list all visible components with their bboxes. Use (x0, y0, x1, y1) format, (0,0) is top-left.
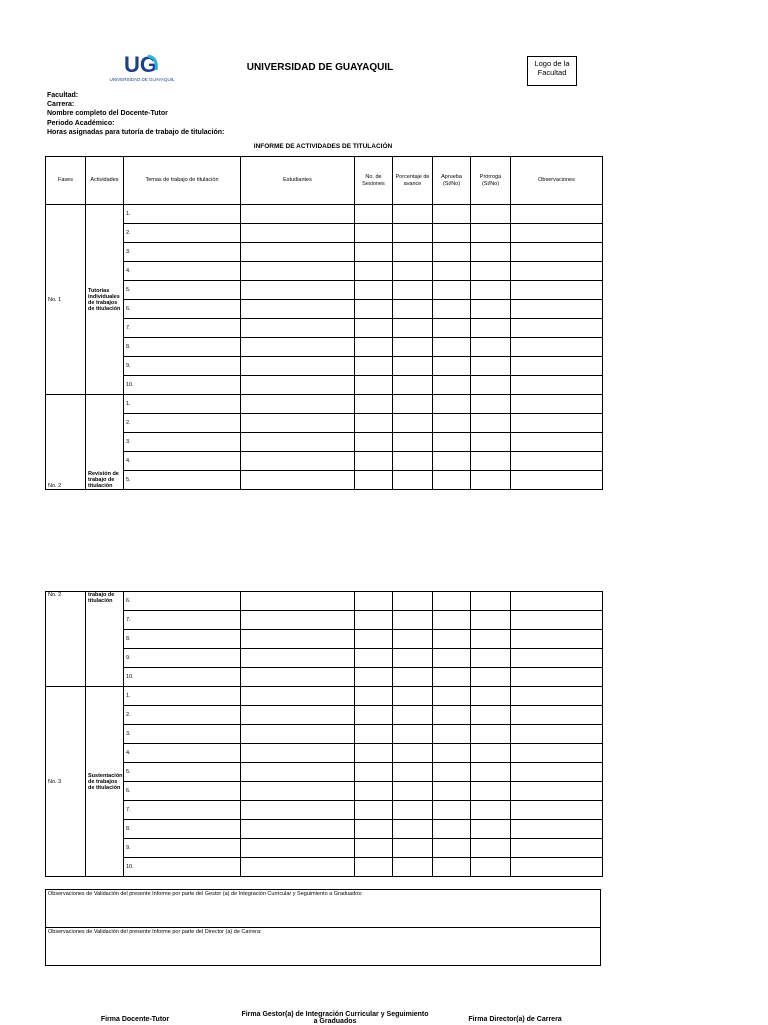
col-header-sesiones: No. de Sesiones (355, 157, 393, 205)
topic-cell[interactable]: 9. (124, 839, 241, 858)
students-cell[interactable] (241, 744, 355, 763)
gestor-validation-box[interactable]: Observaciones de Validación del presente Informe por parte del Gestor (a) de Integración Curricular y Seguimiento a Graduados: (45, 889, 601, 928)
sessions-cell[interactable] (355, 725, 393, 744)
progress-cell[interactable] (393, 687, 433, 706)
extension-cell[interactable] (471, 611, 511, 630)
observations-cell[interactable] (511, 668, 603, 687)
observations-cell[interactable] (511, 471, 603, 490)
approve-cell[interactable] (433, 782, 471, 801)
students-cell[interactable] (241, 471, 355, 490)
table-row (46, 338, 603, 357)
col-header-aprueba: Aprueba (Si/No) (433, 157, 471, 205)
observations-cell[interactable] (511, 376, 603, 395)
observations-cell[interactable] (511, 706, 603, 725)
students-cell[interactable] (241, 820, 355, 839)
students-cell[interactable] (241, 357, 355, 376)
observations-cell[interactable] (511, 414, 603, 433)
topic-cell[interactable]: 9. (124, 357, 241, 376)
topic-cell[interactable]: 2. (124, 414, 241, 433)
observations-cell[interactable] (511, 611, 603, 630)
observations-cell[interactable] (511, 300, 603, 319)
table-row (46, 649, 603, 668)
students-cell[interactable] (241, 630, 355, 649)
extension-cell[interactable] (471, 649, 511, 668)
table-row (46, 357, 603, 376)
col-header-estudiantes: Estudiantes (241, 157, 355, 205)
sessions-cell[interactable] (355, 243, 393, 262)
topic-cell[interactable]: 10. (124, 376, 241, 395)
logo-text: UNIVERSIDAD DE GUAYAQUIL (109, 77, 175, 82)
progress-cell[interactable] (393, 858, 433, 877)
topic-cell[interactable]: 3. (124, 433, 241, 452)
sessions-cell[interactable] (355, 433, 393, 452)
approve-cell[interactable] (433, 668, 471, 687)
observations-cell[interactable] (511, 433, 603, 452)
topic-cell[interactable]: 10. (124, 858, 241, 877)
observations-cell[interactable] (511, 687, 603, 706)
topic-cell[interactable]: 6. (124, 782, 241, 801)
info-hours: Horas asignadas para tutoría de trabajo de titulación: (47, 128, 225, 136)
topic-cell[interactable]: 3. (124, 725, 241, 744)
progress-cell[interactable] (393, 706, 433, 725)
extension-cell[interactable] (471, 782, 511, 801)
sessions-cell[interactable] (355, 319, 393, 338)
extension-cell[interactable] (471, 338, 511, 357)
info-fields (47, 91, 224, 137)
observations-cell[interactable] (511, 452, 603, 471)
progress-cell[interactable] (393, 592, 433, 611)
extension-cell[interactable] (471, 319, 511, 338)
extension-cell[interactable] (471, 801, 511, 820)
topic-cell[interactable]: 3. (124, 243, 241, 262)
students-cell[interactable] (241, 668, 355, 687)
approve-cell[interactable] (433, 205, 471, 224)
progress-cell[interactable] (393, 205, 433, 224)
extension-cell[interactable] (471, 668, 511, 687)
table-row (46, 763, 603, 782)
sessions-cell[interactable] (355, 224, 393, 243)
activity-label: Sustentación de trabajos de titulación (86, 687, 124, 877)
students-cell[interactable] (241, 706, 355, 725)
sessions-cell[interactable] (355, 281, 393, 300)
approve-cell[interactable] (433, 281, 471, 300)
observations-cell[interactable] (511, 592, 603, 611)
students-cell[interactable] (241, 300, 355, 319)
table-row (46, 414, 603, 433)
table-row (46, 744, 603, 763)
director-validation-box[interactable]: Observaciones de Validación del presente Informe por parte del Director (a) de Carrera: (45, 928, 601, 966)
approve-cell[interactable] (433, 395, 471, 414)
extension-cell[interactable] (471, 687, 511, 706)
observations-cell[interactable] (511, 262, 603, 281)
students-cell[interactable] (241, 281, 355, 300)
approve-cell[interactable] (433, 649, 471, 668)
observations-cell[interactable] (511, 839, 603, 858)
students-cell[interactable] (241, 414, 355, 433)
extension-cell[interactable] (471, 858, 511, 877)
activity-label-continued: trabajo de titulación (86, 592, 124, 687)
sessions-cell[interactable] (355, 471, 393, 490)
observations-cell[interactable] (511, 630, 603, 649)
topic-cell[interactable]: 5. (124, 471, 241, 490)
approve-cell[interactable] (433, 262, 471, 281)
students-cell[interactable] (241, 319, 355, 338)
students-cell[interactable] (241, 262, 355, 281)
progress-cell[interactable] (393, 376, 433, 395)
col-header-porcentaje: Porcentaje de avance (393, 157, 433, 205)
sessions-cell[interactable] (355, 338, 393, 357)
sessions-cell[interactable] (355, 357, 393, 376)
extension-cell[interactable] (471, 281, 511, 300)
table-row (46, 592, 603, 611)
observations-cell[interactable] (511, 281, 603, 300)
approve-cell[interactable] (433, 706, 471, 725)
extension-cell[interactable] (471, 763, 511, 782)
sessions-cell[interactable] (355, 649, 393, 668)
table-row (46, 376, 603, 395)
progress-cell[interactable] (393, 243, 433, 262)
col-header-fases: Fases (46, 157, 86, 205)
observations-cell[interactable] (511, 801, 603, 820)
sessions-cell[interactable] (355, 858, 393, 877)
students-cell[interactable] (241, 782, 355, 801)
col-header-actividades: Actividades (86, 157, 124, 205)
topic-cell[interactable]: 4. (124, 744, 241, 763)
activity-label: Tutorías individuales de trabajos de titulación (86, 205, 124, 395)
approve-cell[interactable] (433, 839, 471, 858)
table-row (46, 668, 603, 687)
students-cell[interactable] (241, 452, 355, 471)
observations-cell[interactable] (511, 744, 603, 763)
progress-cell[interactable] (393, 725, 433, 744)
observations-cell[interactable] (511, 763, 603, 782)
page-break (0, 492, 768, 591)
table-row (46, 782, 603, 801)
approve-cell[interactable] (433, 820, 471, 839)
topic-cell[interactable]: 8. (124, 630, 241, 649)
extension-cell[interactable] (471, 205, 511, 224)
students-cell[interactable] (241, 205, 355, 224)
topic-cell[interactable]: 7. (124, 319, 241, 338)
extension-cell[interactable] (471, 839, 511, 858)
info-tutor-name: Nombre completo del Docente-Tutor (47, 110, 168, 118)
topic-cell[interactable]: 7. (124, 611, 241, 630)
topic-cell[interactable]: 10. (124, 668, 241, 687)
sessions-cell[interactable] (355, 782, 393, 801)
table-row (46, 224, 603, 243)
sessions-cell[interactable] (355, 744, 393, 763)
logo-lettering: UG (124, 52, 157, 77)
progress-cell[interactable] (393, 281, 433, 300)
sessions-cell[interactable] (355, 801, 393, 820)
students-cell[interactable] (241, 839, 355, 858)
approve-cell[interactable] (433, 801, 471, 820)
topic-cell[interactable]: 7. (124, 801, 241, 820)
topic-cell[interactable]: 9. (124, 649, 241, 668)
approve-cell[interactable] (433, 630, 471, 649)
table-row (46, 611, 603, 630)
activities-table-page1 (45, 156, 603, 490)
progress-cell[interactable] (393, 820, 433, 839)
extension-cell[interactable] (471, 262, 511, 281)
students-cell[interactable] (241, 224, 355, 243)
page-title: UNIVERSIDAD DE GUAYAQUIL (246, 62, 394, 73)
progress-cell[interactable] (393, 668, 433, 687)
progress-cell[interactable] (393, 414, 433, 433)
progress-cell[interactable] (393, 611, 433, 630)
students-cell[interactable] (241, 611, 355, 630)
phase-label: No. 2 (46, 395, 86, 490)
progress-cell[interactable] (393, 630, 433, 649)
extension-cell[interactable] (471, 630, 511, 649)
approve-cell[interactable] (433, 452, 471, 471)
progress-cell[interactable] (393, 471, 433, 490)
topic-cell[interactable]: 5. (124, 281, 241, 300)
col-header-temas: Temas de trabajo de titulación (124, 157, 241, 205)
faculty-logo-box: Logo de la Facultad (527, 56, 577, 86)
extension-cell[interactable] (471, 300, 511, 319)
approve-cell[interactable] (433, 687, 471, 706)
sessions-cell[interactable] (355, 839, 393, 858)
approve-cell[interactable] (433, 357, 471, 376)
extension-cell[interactable] (471, 592, 511, 611)
students-cell[interactable] (241, 687, 355, 706)
students-cell[interactable] (241, 858, 355, 877)
students-cell[interactable] (241, 725, 355, 744)
sessions-cell[interactable] (355, 376, 393, 395)
observations-cell[interactable] (511, 319, 603, 338)
progress-cell[interactable] (393, 782, 433, 801)
activity-label: Revisión de trabajo de titulación (86, 395, 124, 490)
phase-label-continued: No. 2 (46, 592, 86, 687)
signature-docente: Firma Docente-Tutor (100, 1016, 170, 1023)
observations-cell[interactable] (511, 858, 603, 877)
progress-cell[interactable] (393, 801, 433, 820)
sessions-cell[interactable] (355, 820, 393, 839)
activities-table-page2 (45, 591, 603, 877)
approve-cell[interactable] (433, 376, 471, 395)
topic-cell[interactable]: 1. (124, 205, 241, 224)
extension-cell[interactable] (471, 725, 511, 744)
topic-cell[interactable]: 4. (124, 262, 241, 281)
students-cell[interactable] (241, 395, 355, 414)
extension-cell[interactable] (471, 471, 511, 490)
approve-cell[interactable] (433, 725, 471, 744)
observations-cell[interactable] (511, 820, 603, 839)
topic-cell[interactable]: 5. (124, 763, 241, 782)
table-row (46, 281, 603, 300)
topic-cell[interactable]: 2. (124, 706, 241, 725)
observations-cell[interactable] (511, 649, 603, 668)
approve-cell[interactable] (433, 744, 471, 763)
info-period: Periodo Académico: (47, 119, 115, 127)
observations-cell[interactable] (511, 243, 603, 262)
sessions-cell[interactable] (355, 687, 393, 706)
topic-cell[interactable]: 6. (124, 592, 241, 611)
table-row (46, 262, 603, 281)
approve-cell[interactable] (433, 243, 471, 262)
progress-cell[interactable] (393, 839, 433, 858)
extension-cell[interactable] (471, 357, 511, 376)
approve-cell[interactable] (433, 611, 471, 630)
sessions-cell[interactable] (355, 630, 393, 649)
observations-cell[interactable] (511, 782, 603, 801)
progress-cell[interactable] (393, 224, 433, 243)
students-cell[interactable] (241, 338, 355, 357)
extension-cell[interactable] (471, 243, 511, 262)
extension-cell[interactable] (471, 376, 511, 395)
progress-cell[interactable] (393, 395, 433, 414)
progress-cell[interactable] (393, 433, 433, 452)
topic-cell[interactable]: 1. (124, 687, 241, 706)
table-row (46, 839, 603, 858)
col-header-observaciones: Observaciones (511, 157, 603, 205)
sessions-cell[interactable] (355, 205, 393, 224)
signature-gestor: Firma Gestor(a) de Integración Curricular y Seguimiento a Graduados (241, 1011, 429, 1025)
extension-cell[interactable] (471, 414, 511, 433)
observations-cell[interactable] (511, 224, 603, 243)
phase-label: No. 3 (46, 687, 86, 877)
approve-cell[interactable] (433, 433, 471, 452)
extension-cell[interactable] (471, 433, 511, 452)
progress-cell[interactable] (393, 452, 433, 471)
approve-cell[interactable] (433, 763, 471, 782)
table-row (46, 243, 603, 262)
topic-cell[interactable]: 6. (124, 300, 241, 319)
observations-cell[interactable] (511, 725, 603, 744)
table-row (46, 471, 603, 490)
approve-cell[interactable] (433, 338, 471, 357)
topic-cell[interactable]: 8. (124, 338, 241, 357)
sessions-cell[interactable] (355, 300, 393, 319)
col-header-prorroga: Prórroga (Si/No) (471, 157, 511, 205)
topic-cell[interactable]: 1. (124, 395, 241, 414)
progress-cell[interactable] (393, 649, 433, 668)
progress-cell[interactable] (393, 357, 433, 376)
approve-cell[interactable] (433, 592, 471, 611)
signature-director: Firma Director(a) de Carrera (468, 1016, 562, 1023)
info-career: Carrera: (47, 101, 75, 109)
extension-cell[interactable] (471, 452, 511, 471)
topic-cell[interactable]: 2. (124, 224, 241, 243)
table-row (46, 452, 603, 471)
approve-cell[interactable] (433, 414, 471, 433)
phase-label: No. 1 (46, 205, 86, 395)
topic-cell[interactable]: 4. (124, 452, 241, 471)
progress-cell[interactable] (393, 763, 433, 782)
observations-cell[interactable] (511, 395, 603, 414)
sessions-cell[interactable] (355, 395, 393, 414)
observations-cell[interactable] (511, 338, 603, 357)
students-cell[interactable] (241, 433, 355, 452)
sessions-cell[interactable] (355, 763, 393, 782)
students-cell[interactable] (241, 376, 355, 395)
sessions-cell[interactable] (355, 706, 393, 725)
progress-cell[interactable] (393, 300, 433, 319)
sessions-cell[interactable] (355, 611, 393, 630)
table-row (46, 319, 603, 338)
table-row (46, 801, 603, 820)
sessions-cell[interactable] (355, 414, 393, 433)
table-row (46, 706, 603, 725)
table-row (46, 630, 603, 649)
extension-cell[interactable] (471, 706, 511, 725)
table-row (46, 820, 603, 839)
students-cell[interactable] (241, 763, 355, 782)
info-faculty: Facultad: (47, 92, 79, 99)
observations-cell[interactable] (511, 357, 603, 376)
progress-cell[interactable] (393, 338, 433, 357)
progress-cell[interactable] (393, 319, 433, 338)
students-cell[interactable] (241, 649, 355, 668)
extension-cell[interactable] (471, 820, 511, 839)
students-cell[interactable] (241, 243, 355, 262)
table-row (46, 725, 603, 744)
sessions-cell[interactable] (355, 262, 393, 281)
table-row (46, 395, 603, 414)
table-row (46, 687, 603, 706)
topic-cell[interactable]: 8. (124, 820, 241, 839)
table-row (46, 433, 603, 452)
sessions-cell[interactable] (355, 668, 393, 687)
extension-cell[interactable] (471, 224, 511, 243)
approve-cell[interactable] (433, 224, 471, 243)
approve-cell[interactable] (433, 471, 471, 490)
table-row (46, 205, 603, 224)
observations-cell[interactable] (511, 205, 603, 224)
approve-cell[interactable] (433, 300, 471, 319)
progress-cell[interactable] (393, 744, 433, 763)
sessions-cell[interactable] (355, 592, 393, 611)
progress-cell[interactable] (393, 262, 433, 281)
approve-cell[interactable] (433, 319, 471, 338)
approve-cell[interactable] (433, 858, 471, 877)
students-cell[interactable] (241, 592, 355, 611)
report-title: INFORME DE ACTIVIDADES DE TITULACIÓN (253, 143, 393, 150)
extension-cell[interactable] (471, 395, 511, 414)
table-row (46, 300, 603, 319)
extension-cell[interactable] (471, 744, 511, 763)
table-row (46, 858, 603, 877)
sessions-cell[interactable] (355, 452, 393, 471)
students-cell[interactable] (241, 801, 355, 820)
